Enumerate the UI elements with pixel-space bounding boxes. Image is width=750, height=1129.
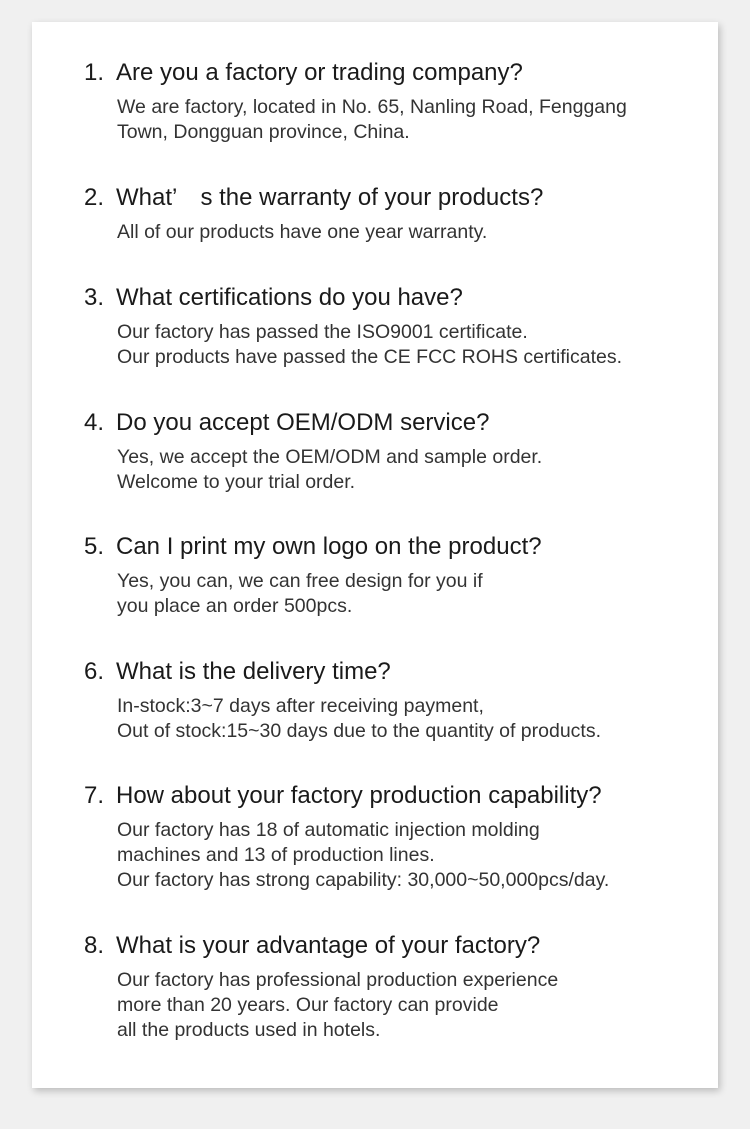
faq-item-1 — [84, 59, 708, 145]
faq-question-6 — [84, 658, 708, 686]
faq-answer-3 — [117, 320, 708, 370]
faq-item-6 — [84, 658, 708, 744]
answer-line: machines and 13 of production lines. — [117, 844, 435, 866]
faq-question-5 — [84, 533, 708, 561]
question-text: What is the delivery time? — [116, 658, 391, 685]
faq-question-3 — [84, 284, 708, 312]
answer-line: Our factory has strong capability: 30,000~50,000pcs/day. — [117, 869, 610, 891]
faq-question-7 — [84, 782, 708, 810]
answer-line: Our products have passed the CE FCC ROHS certificates. — [117, 346, 623, 368]
faq-answer-2 — [117, 220, 708, 245]
faq-item-4 — [84, 409, 708, 495]
faq-card — [32, 22, 718, 1088]
question-text: Can I print my own logo on the product? — [116, 533, 542, 560]
answer-line: Town, Dongguan province, China. — [117, 121, 410, 143]
answer-line: Our factory has passed the ISO9001 certificate. — [117, 321, 528, 343]
question-text: Do you accept OEM/ODM service? — [116, 409, 490, 436]
answer-line: Welcome to your trial order. — [117, 471, 356, 493]
answer-line: you place an order 500pcs. — [117, 595, 353, 617]
faq-answer-1 — [117, 95, 708, 145]
faq-item-7 — [84, 782, 708, 893]
question-number: 6. — [84, 658, 105, 685]
answer-line: We are factory, located in No. 65, Nanling Road, Fenggang — [117, 96, 627, 118]
answer-line: all the products used in hotels. — [117, 1019, 381, 1041]
faq-item-3 — [84, 284, 708, 370]
answer-line: Our factory has 18 of automatic injection molding — [117, 819, 540, 841]
answer-line: more than 20 years. Our factory can provide — [117, 994, 499, 1016]
question-number: 7. — [84, 782, 105, 809]
faq-answer-8 — [117, 968, 708, 1043]
answer-line: Yes, we accept the OEM/ODM and sample order. — [117, 446, 543, 468]
faq-question-2 — [84, 184, 708, 212]
faq-question-4 — [84, 409, 708, 437]
faq-question-1 — [84, 59, 708, 87]
question-number: 2. — [84, 184, 105, 211]
question-number: 1. — [84, 59, 105, 86]
faq-answer-4 — [117, 445, 708, 495]
faq-answer-7 — [117, 818, 708, 893]
faq-item-5 — [84, 533, 708, 619]
faq-answer-5 — [117, 569, 708, 619]
question-number: 4. — [84, 409, 105, 436]
question-text: What’ s the warranty of your products? — [116, 184, 544, 211]
answer-line: Yes, you can, we can free design for you if — [117, 570, 483, 592]
question-number: 3. — [84, 284, 105, 311]
question-text: Are you a factory or trading company? — [116, 59, 523, 86]
question-text: What certifications do you have? — [116, 284, 463, 311]
answer-line: Out of stock:15~30 days due to the quantity of products. — [117, 720, 602, 742]
faq-item-2 — [84, 184, 708, 245]
question-text: What is your advantage of your factory? — [116, 932, 541, 959]
faq-question-8 — [84, 932, 708, 960]
answer-line: All of our products have one year warranty. — [117, 221, 488, 243]
question-text: How about your factory production capability? — [116, 782, 602, 809]
question-number: 5. — [84, 533, 105, 560]
question-number: 8. — [84, 932, 105, 959]
faq-answer-6 — [117, 694, 708, 744]
answer-line: In-stock:3~7 days after receiving payment, — [117, 695, 484, 717]
answer-line: Our factory has professional production experience — [117, 969, 559, 991]
faq-item-8 — [84, 932, 708, 1043]
